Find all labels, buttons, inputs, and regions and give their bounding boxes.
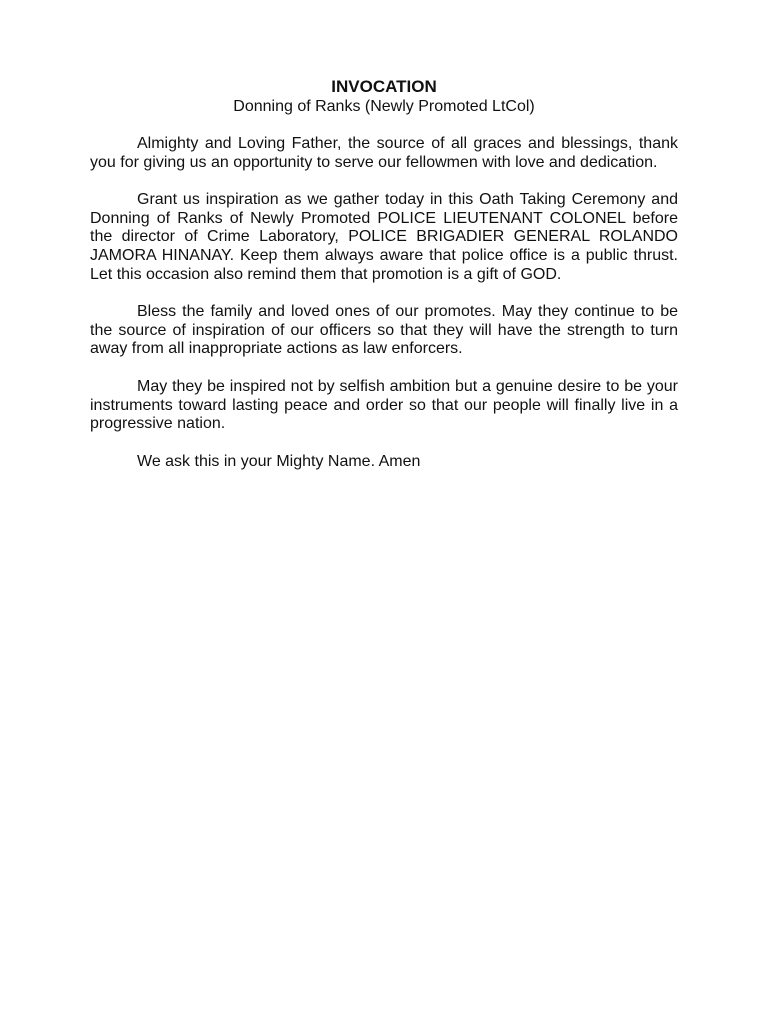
paragraph-inspiration: Grant us inspiration as we gather today in this Oath Taking Ceremony and Donning of Ranks of Newly Promoted POLICE LIEUTENANT COLONEL before the director of Crime Laboratory, POLICE BRIGADIER GENERAL ROLANDO JAMORA HINANAY. Keep them always aware that police office is a public thrust. Let this occasion also remind them that promotion is a gift of GOD. [90,191,678,283]
document-subtitle: Donning of Ranks (Newly Promoted LtCol) [233,98,535,115]
document-title: INVOCATION [331,77,437,96]
paragraph-opening: Almighty and Loving Father, the source of all graces and blessings, thank you for giving us an opportunity to serve our fellowmen with love and dedication. [90,135,678,171]
document-body [90,135,678,490]
paragraph-ambition: May they be inspired not by selfish ambition but a genuine desire to be your instruments toward lasting peace and order so that our people will finally live in a progressive nation. [90,377,678,433]
paragraph-closing: We ask this in your Mighty Name. Amen [137,452,421,470]
paragraph-blessing: Bless the family and loved ones of our promotes. May they continue to be the source of inspiration of our officers so that they will have the strength to turn away from all inappropriate actions as law enforcers. [90,303,678,358]
